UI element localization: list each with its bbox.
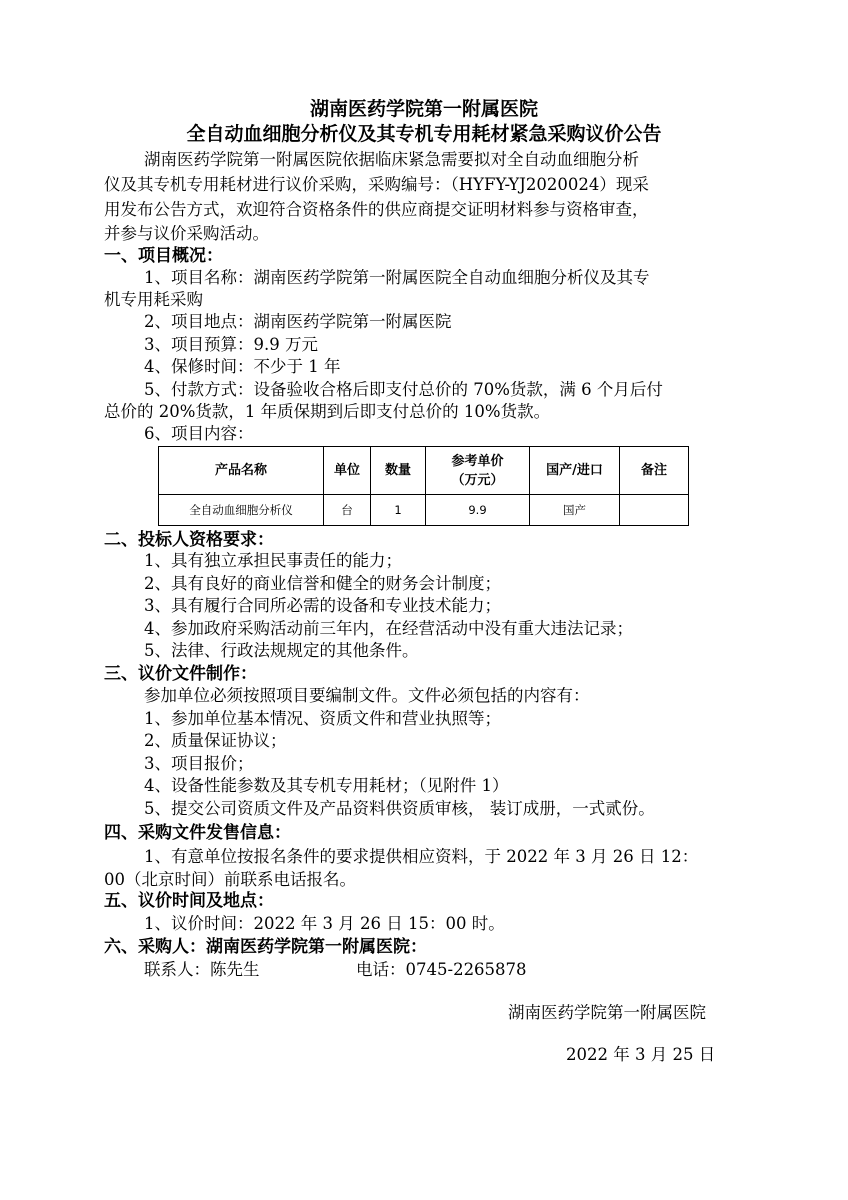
column-header-product-name: 产品名称 <box>159 447 324 495</box>
overview-item: 2、项目地点：湖南医药学院第一附属医院 <box>144 312 452 331</box>
qualification-item: 3、具有履行合同所必需的设备和专业技术能力； <box>144 596 501 615</box>
overview-item: 3、项目预算：9.9 万元 <box>144 335 318 354</box>
overview-item: 机专用耗采购 <box>104 290 203 309</box>
section-heading-overview: 一、项目概况： <box>104 246 223 266</box>
overview-item: 5、付款方式：设备验收合格后即支付总价的 70%货款，满 6 个月后付 <box>144 380 663 399</box>
table-row <box>159 495 689 526</box>
column-header-origin: 国产/进口 <box>530 447 620 495</box>
document-item: 1、参加单位基本情况、资质文件和营业执照等； <box>144 709 501 728</box>
table-header-row <box>159 447 689 495</box>
qualification-item: 2、具有良好的商业信誉和健全的财务会计制度； <box>144 574 501 593</box>
qualification-item: 4、参加政府采购活动前三年内，在经营活动中没有重大违法记录； <box>144 619 633 638</box>
overview-item: 4、保修时间：不少于 1 年 <box>144 357 341 376</box>
document-item: 5、提交公司资质文件及产品资料供资质审核， 装订成册，一式贰份。 <box>144 799 655 818</box>
overview-item: 6、项目内容： <box>144 424 254 443</box>
sale-info-line: 1、有意单位按报名条件的要求提供相应资料，于 2022 年 3 月 26 日 12： <box>144 847 699 866</box>
qualification-item: 5、法律、行政法规规定的其他条件。 <box>144 641 419 660</box>
document-item: 2、质量保证协议； <box>144 731 287 750</box>
cell-origin: 国产 <box>530 495 620 526</box>
cell-product-name: 全自动血细胞分析仪 <box>159 495 324 526</box>
document-title-subject: 全自动血细胞分析仪及其专机专用耗材紧急采购议价公告 <box>186 123 662 145</box>
intro-line: 并参与议价采购活动。 <box>104 224 269 243</box>
intro-line: 用发布公告方式，欢迎符合资格条件的供应商提交证明材料参与资格审查， <box>104 200 649 219</box>
contact-person: 联系人：陈先生 <box>144 960 260 979</box>
section-heading-purchaser: 六、采购人：湖南医药学院第一附属医院： <box>104 937 427 957</box>
section-heading-qualifications: 二、投标人资格要求： <box>104 530 274 550</box>
overview-item: 1、项目名称：湖南医药学院第一附属医院全自动血细胞分析仪及其专 <box>144 268 650 287</box>
column-header-reference-price: 参考单价 （万元） <box>426 447 530 495</box>
column-header-quantity: 数量 <box>371 447 426 495</box>
cell-remarks <box>620 495 689 526</box>
project-items-table <box>158 446 689 526</box>
signature-organization: 湖南医药学院第一附属医院 <box>508 1003 706 1022</box>
column-header-remarks: 备注 <box>620 447 689 495</box>
cell-unit: 台 <box>324 495 371 526</box>
cell-reference-price: 9.9 <box>426 495 530 526</box>
column-header-unit: 单位 <box>324 447 371 495</box>
sale-info-line: 00（北京时间）前联系电话报名。 <box>104 870 356 889</box>
contact-phone: 电话：0745-2265878 <box>356 960 527 979</box>
cell-quantity: 1 <box>371 495 426 526</box>
signature-date: 2022 年 3 月 25 日 <box>566 1045 716 1064</box>
document-item: 4、设备性能参数及其专机专用耗材；（见附件 1） <box>144 776 509 795</box>
intro-line: 仪及其专机专用耗材进行议价采购，采购编号：（HYFY-YJ2020024）现采 <box>104 175 649 194</box>
section-heading-documents: 三、议价文件制作： <box>104 664 257 684</box>
document-title-hospital: 湖南医药学院第一附属医院 <box>309 98 538 120</box>
section-heading-sale-info: 四、采购文件发售信息： <box>104 823 291 843</box>
time-place-line: 1、议价时间：2022 年 3 月 26 日 15：00 时。 <box>144 914 505 933</box>
overview-item: 总价的 20%货款，1 年质保期到后即支付总价的 10%货款。 <box>104 402 551 421</box>
intro-line: 湖南医药学院第一附属医院依据临床紧急需要拟对全自动血细胞分析 <box>144 150 639 169</box>
qualification-item: 1、具有独立承担民事责任的能力； <box>144 551 402 570</box>
document-item: 参加单位必须按照项目要编制文件。文件必须包括的内容有： <box>144 686 590 705</box>
document-item: 3、项目报价； <box>144 754 254 773</box>
section-heading-time-place: 五、议价时间及地点： <box>104 891 274 911</box>
